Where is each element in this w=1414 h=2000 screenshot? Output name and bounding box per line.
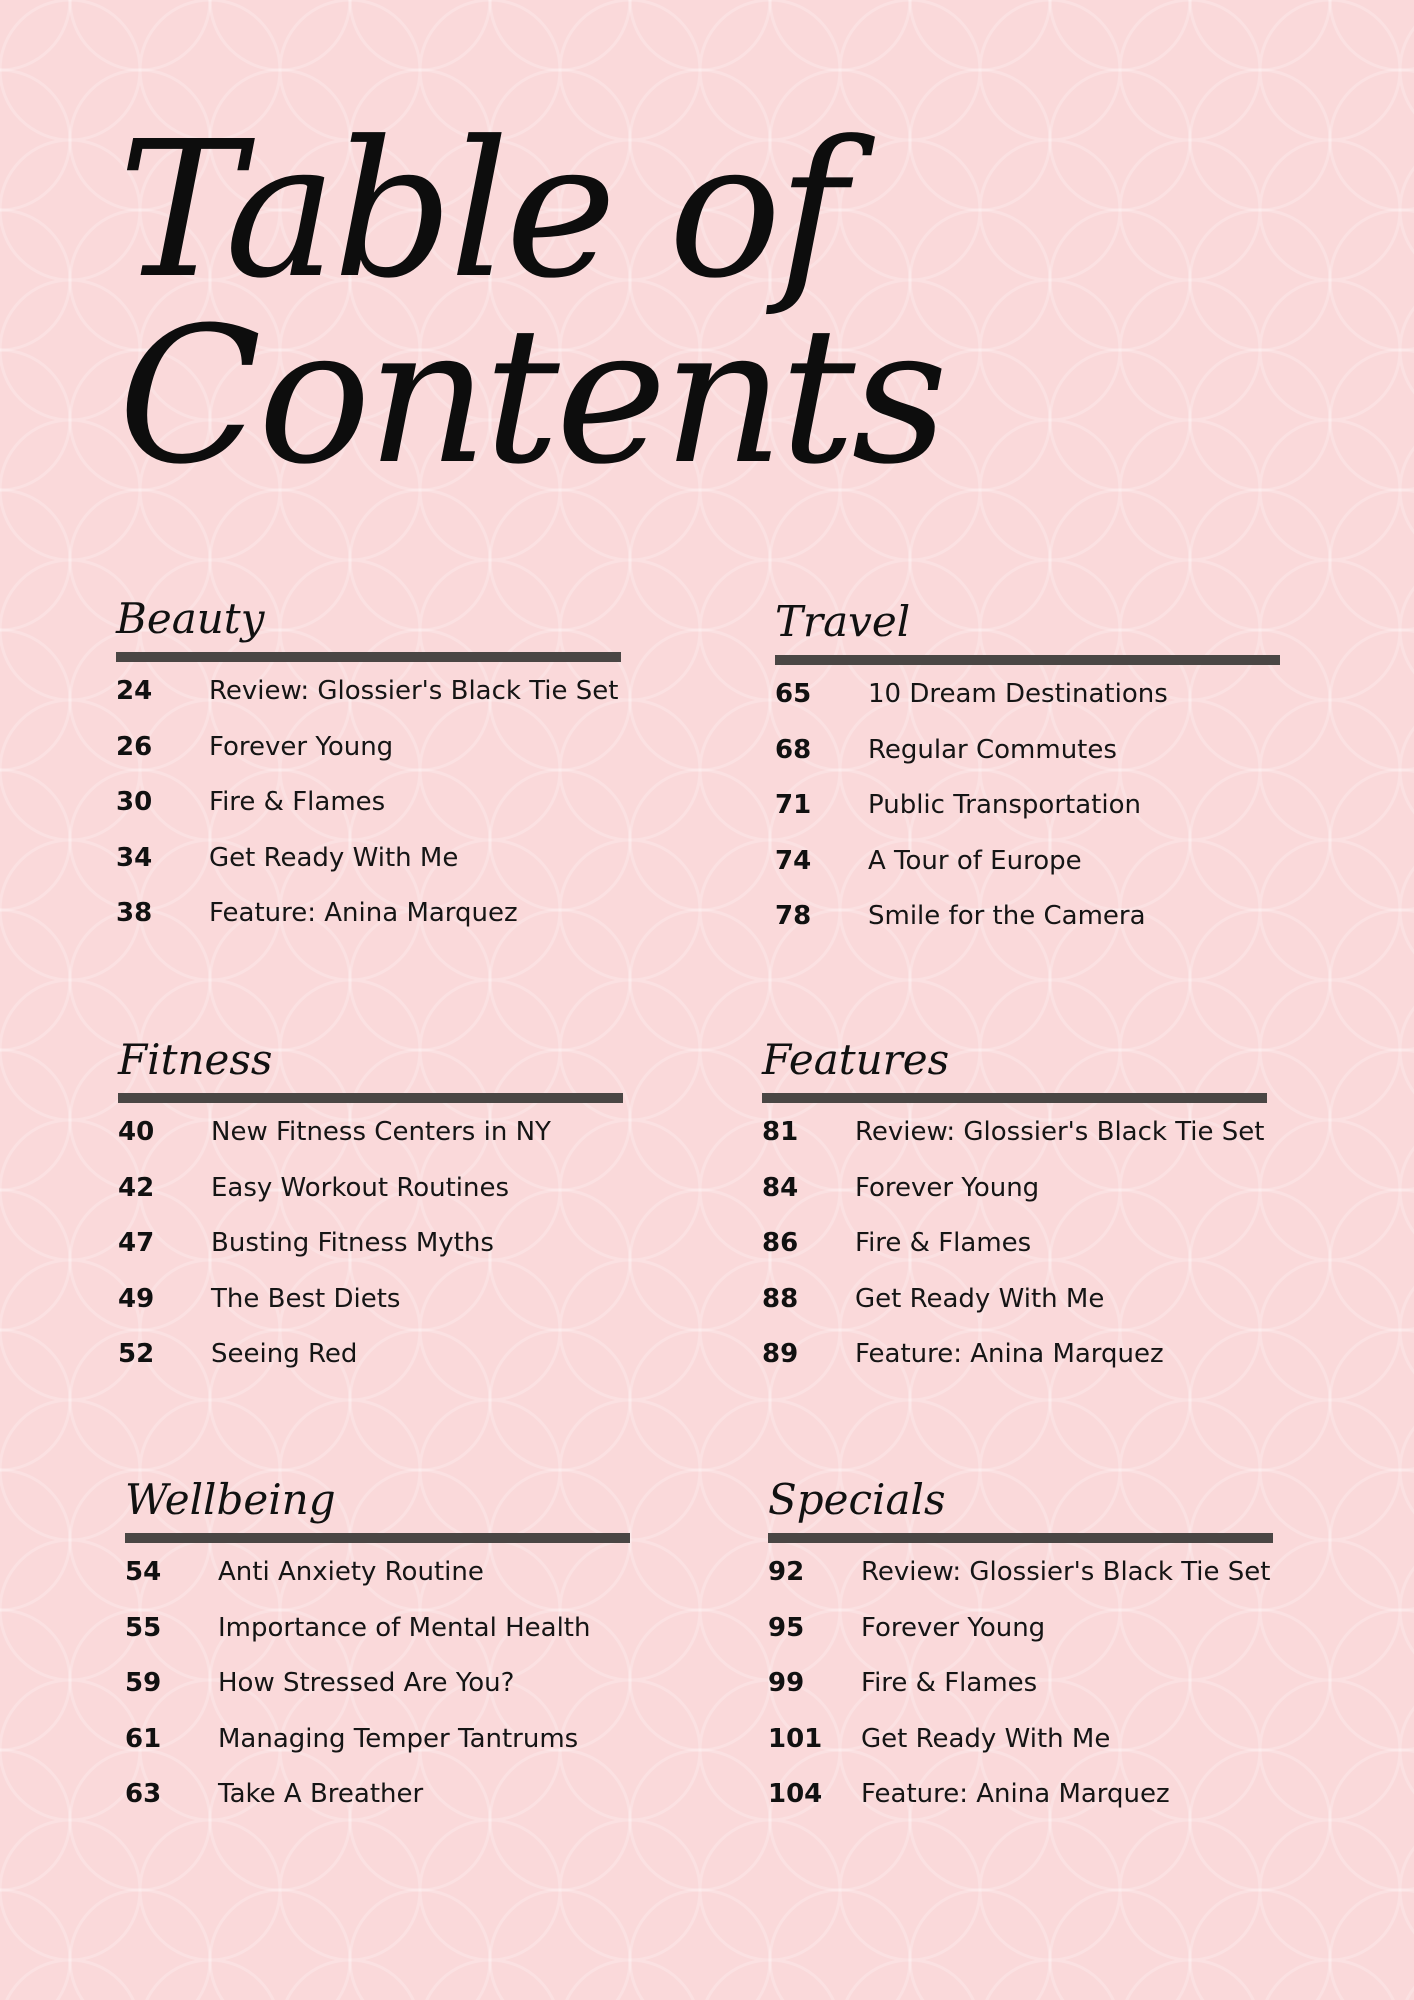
list-item[interactable] [118, 1228, 623, 1284]
list-item[interactable] [768, 1724, 1273, 1780]
list-item[interactable] [125, 1613, 630, 1669]
list-item[interactable] [762, 1173, 1267, 1229]
entry-page-number: 26 [116, 731, 153, 762]
section-specials [768, 1471, 1273, 1835]
list-item[interactable] [125, 1779, 630, 1835]
entry-page-number: 95 [768, 1612, 805, 1643]
section-heading: Wellbeing [125, 1475, 336, 1524]
list-item[interactable] [775, 735, 1280, 791]
entry-page-number: 92 [768, 1557, 805, 1587]
list-item[interactable] [125, 1557, 630, 1613]
list-item[interactable] [762, 1339, 1267, 1395]
entry-title: Fire & Flames [861, 1668, 1038, 1698]
entry-page-number: 68 [775, 734, 812, 765]
entry-title: Seeing Red [211, 1339, 358, 1369]
entry-page-number: 86 [762, 1228, 799, 1258]
entry-list [116, 676, 621, 954]
entry-title: Regular Commutes [868, 734, 1117, 765]
list-item[interactable] [116, 843, 621, 899]
list-item[interactable] [762, 1284, 1267, 1340]
section-heading: Beauty [116, 594, 265, 643]
section-heading: Travel [775, 597, 911, 646]
entry-page-number: 99 [768, 1668, 805, 1698]
entry-title: Busting Fitness Myths [211, 1228, 494, 1258]
entry-title: Review: Glossier's Black Tie Set [861, 1557, 1271, 1587]
list-item[interactable] [116, 676, 621, 732]
section-fitness [118, 1031, 623, 1395]
entry-page-number: 34 [116, 842, 153, 873]
list-item[interactable] [768, 1613, 1273, 1669]
list-item[interactable] [775, 679, 1280, 735]
entry-page-number: 71 [775, 790, 812, 820]
entry-page-number: 61 [125, 1723, 162, 1754]
entry-page-number: 84 [762, 1172, 799, 1203]
entry-title: The Best Diets [211, 1283, 401, 1314]
list-item[interactable] [118, 1284, 623, 1340]
entry-page-number: 78 [775, 901, 812, 931]
entry-title: Review: Glossier's Black Tie Set [855, 1117, 1265, 1147]
section-heading: Features [762, 1035, 950, 1084]
list-item[interactable] [116, 787, 621, 843]
entry-title: Feature: Anina Marquez [209, 898, 518, 928]
page-title-line-1: Table of [118, 101, 844, 320]
entry-page-number: 38 [116, 898, 153, 928]
entry-title: Fire & Flames [209, 787, 386, 817]
entry-list [768, 1557, 1273, 1835]
entry-page-number: 42 [118, 1172, 155, 1203]
entry-page-number: 24 [116, 676, 153, 706]
entry-title: Feature: Anina Marquez [855, 1339, 1164, 1369]
page-title-line-2: Contents [118, 287, 945, 506]
entry-title: Easy Workout Routines [211, 1172, 510, 1203]
page-title [118, 101, 945, 506]
entry-list [775, 679, 1280, 957]
entry-title: Review: Glossier's Black Tie Set [209, 676, 619, 706]
entry-page-number: 47 [118, 1228, 155, 1258]
entry-page-number: 88 [762, 1283, 799, 1314]
entry-title: Fire & Flames [855, 1228, 1032, 1258]
entry-list [762, 1117, 1267, 1395]
list-item[interactable] [775, 846, 1280, 902]
section-divider [116, 652, 621, 662]
entry-title: Feature: Anina Marquez [861, 1779, 1170, 1809]
list-item[interactable] [768, 1779, 1273, 1835]
entry-title: Public Transportation [868, 790, 1141, 820]
entry-page-number: 63 [125, 1779, 162, 1809]
section-divider [125, 1533, 630, 1543]
entry-page-number: 30 [116, 787, 153, 817]
list-item[interactable] [118, 1117, 623, 1173]
entry-page-number: 52 [118, 1339, 155, 1369]
list-item[interactable] [775, 901, 1280, 957]
list-item[interactable] [118, 1339, 623, 1395]
entry-page-number: 81 [762, 1117, 799, 1147]
entry-title: A Tour of Europe [868, 845, 1082, 876]
entry-title: Managing Temper Tantrums [218, 1723, 579, 1754]
entry-title: Get Ready With Me [855, 1283, 1105, 1314]
section-wellbeing [125, 1471, 630, 1835]
section-beauty [116, 590, 621, 954]
entry-title: Anti Anxiety Routine [218, 1557, 484, 1587]
list-item[interactable] [116, 898, 621, 954]
entry-list [125, 1557, 630, 1835]
list-item[interactable] [768, 1557, 1273, 1613]
list-item[interactable] [768, 1668, 1273, 1724]
entry-title: New Fitness Centers in NY [211, 1117, 551, 1147]
list-item[interactable] [125, 1668, 630, 1724]
entry-title: Smile for the Camera [868, 901, 1146, 931]
entry-title: Forever Young [855, 1172, 1040, 1203]
list-item[interactable] [118, 1173, 623, 1229]
entry-title: Forever Young [861, 1612, 1046, 1643]
entry-page-number: 54 [125, 1557, 162, 1587]
section-divider [762, 1093, 1267, 1103]
section-divider [768, 1533, 1273, 1543]
entry-title: Take A Breather [218, 1779, 424, 1809]
section-travel [775, 593, 1280, 957]
entry-page-number: 89 [762, 1339, 799, 1369]
list-item[interactable] [762, 1117, 1267, 1173]
entry-page-number: 104 [768, 1779, 823, 1809]
list-item[interactable] [125, 1724, 630, 1780]
section-features [762, 1031, 1267, 1395]
entry-page-number: 49 [118, 1283, 155, 1314]
list-item[interactable] [775, 790, 1280, 846]
entry-title: Get Ready With Me [861, 1723, 1111, 1754]
entry-page-number: 65 [775, 679, 812, 709]
entry-page-number: 55 [125, 1612, 162, 1643]
list-item[interactable] [762, 1228, 1267, 1284]
entry-title: Forever Young [209, 731, 394, 762]
entry-page-number: 101 [768, 1723, 823, 1754]
entry-title: How Stressed Are You? [218, 1668, 515, 1698]
entry-title: Get Ready With Me [209, 842, 459, 873]
list-item[interactable] [116, 732, 621, 788]
section-divider [775, 655, 1280, 665]
entry-page-number: 74 [775, 845, 812, 876]
section-divider [118, 1093, 623, 1103]
entry-title: 10 Dream Destinations [868, 679, 1168, 709]
entry-page-number: 59 [125, 1668, 162, 1698]
section-heading: Fitness [118, 1035, 273, 1084]
section-heading: Specials [768, 1475, 946, 1524]
entry-list [118, 1117, 623, 1395]
entry-title: Importance of Mental Health [218, 1612, 591, 1643]
entry-page-number: 40 [118, 1117, 155, 1147]
